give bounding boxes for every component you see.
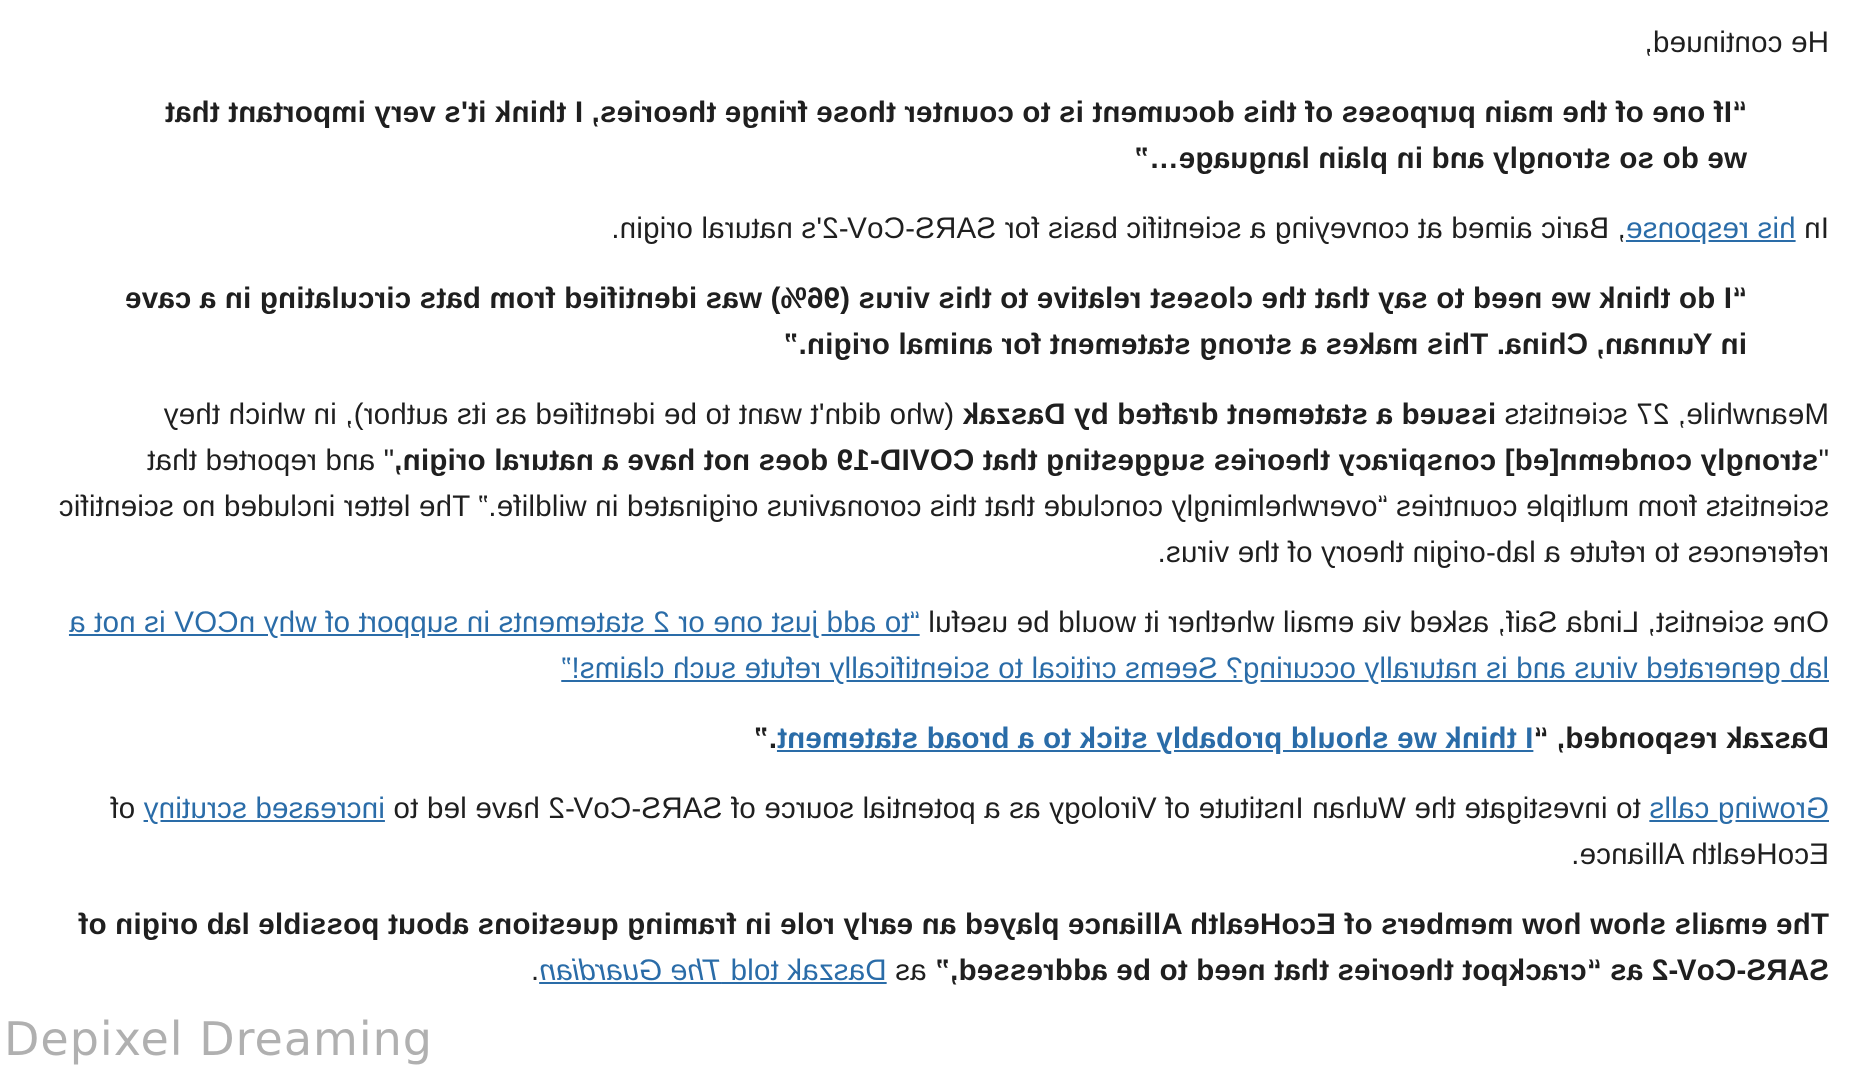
quote-counter-fringe-theories: “If one of the main purposes of this document is to counter those fringe theories, I think it's very important that we do so strongly and in plain language…” xyxy=(164,96,1747,175)
paragraph-growing-calls xyxy=(39,786,1829,878)
paragraph-emails-show xyxy=(39,902,1829,994)
text-segment: Daszak responded, “ xyxy=(1533,722,1829,755)
link-his-response[interactable]: his response xyxy=(1625,212,1796,245)
text-segment: , Baric aimed at conveying a scientific basis for SARS-CoV-2's natural origin. xyxy=(611,212,1626,245)
link-saif-email-quote[interactable]: “to add just one or 2 statements in support of why nCOV is not a lab generated virus and is naturally occuring? Seems critical to scientifically refute such claims!” xyxy=(68,606,1829,685)
text-segment: In xyxy=(1795,212,1829,245)
link-text: Daszak told xyxy=(721,954,887,987)
bold-emails-show: The emails show how members of EcoHealth Alliance played an early role in framing questions about possible lab origin of SARS-CoV-2 as “crackpot theories that need to be addressed,” xyxy=(78,908,1829,987)
text-segment: to investigate the Wuhan Institute of Virology as a potential source of SARS-CoV-2 have led to xyxy=(384,792,1650,825)
bold-strongly-condemn: strongly condemn[ed] conspiracy theories suggesting that COVID-19 does not have a natural origin, xyxy=(394,444,1819,477)
paragraph-daszak-responded xyxy=(39,716,1829,762)
text-segment: .” xyxy=(753,722,777,755)
quote-closest-relative: “I do think we need to say that the closest relative to this virus (96%) was identified from bats circulating in a cave in Yunnan, China. This makes a strong statement for animal origin.” xyxy=(124,282,1747,361)
bold-issued-statement: issued a statement drafted by Daszak xyxy=(962,398,1497,431)
text-segment: as xyxy=(886,954,936,987)
text-segment: (who didn't want to be identified as its author), in which they " xyxy=(163,398,1829,477)
text-segment: of EcoHealth Alliance. xyxy=(110,792,1829,871)
link-increased-scrutiny[interactable]: increased scrutiny xyxy=(143,792,385,825)
watermark: Depixel Dreaming xyxy=(4,1012,433,1066)
link-text-italic: The Guardian xyxy=(539,954,722,987)
link-growing-calls[interactable]: Growing calls xyxy=(1649,792,1829,825)
text-segment: . xyxy=(530,954,540,987)
text-segment: Meanwhile, 27 scientists xyxy=(1496,398,1829,431)
paragraph-scientists-statement xyxy=(39,392,1829,576)
paragraph-baric-response xyxy=(39,206,1829,252)
text-segment: One scientist, Linda Saif, asked via email whether it would be useful xyxy=(919,606,1829,639)
text-segment: " and reported that scientists from multiple countries “overwhelmingly conclude that this coronavirus originated in wildlife.” The letter included no scientific references to refute a lab-origin theory of the virus. xyxy=(58,444,1829,569)
article-body xyxy=(39,20,1829,994)
link-daszak-told-guardian[interactable] xyxy=(539,954,887,987)
paragraph-linda-saif xyxy=(39,600,1829,692)
paragraph-he-continued: He continued, xyxy=(1644,26,1829,59)
link-broad-statement[interactable]: I think we should probably stick to a broad statement xyxy=(776,722,1534,755)
